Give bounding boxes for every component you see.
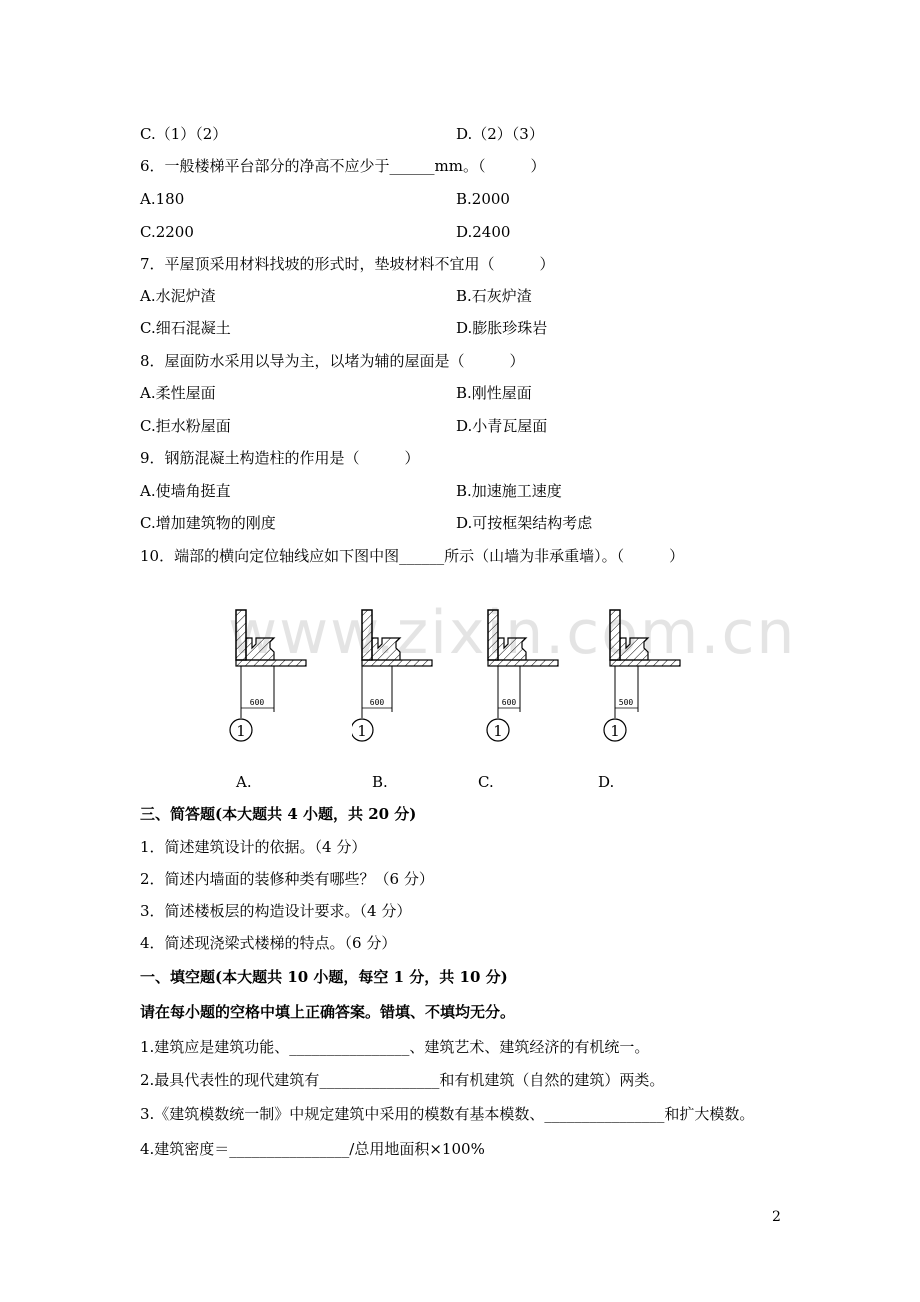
q7-option-d: D.膨胀珍珠岩 bbox=[456, 319, 548, 337]
section1-item-2: 2.最具代表性的现代建筑有________________和有机建筑（自然的建筑）两类。 bbox=[140, 1071, 665, 1089]
section1-item-1: 1.建筑应是建筑功能、________________、建筑艺术、建筑经济的有机统一。 bbox=[140, 1038, 650, 1056]
q9-option-b: B.加速施工速度 bbox=[456, 482, 562, 500]
section3-item-2: 2．简述内墙面的装修种类有哪些？（6 分） bbox=[140, 870, 434, 888]
q10-stem: 10．端部的横向定位轴线应如下图中图______所示（山墙为非承重墙）。（ ） bbox=[140, 547, 685, 565]
q8-option-b: B.刚性屋面 bbox=[456, 384, 532, 402]
page-number: 2 bbox=[772, 1209, 781, 1225]
q6-option-a: A.180 bbox=[140, 190, 185, 208]
q8-option-a: A.柔性屋面 bbox=[140, 384, 216, 402]
q8-option-c: C.拒水粉屋面 bbox=[140, 417, 231, 435]
section1-heading: 一、填空题(本大题共 10 小题，每空 1 分，共 10 分) bbox=[140, 968, 508, 986]
q6-option-c: C.2200 bbox=[140, 223, 194, 241]
q5-option-c: C.（1）（2） bbox=[140, 125, 228, 143]
q5-option-d: D.（2）（3） bbox=[456, 125, 544, 143]
section1-instruction: 请在每小题的空格中填上正确答案。错填、不填均无分。 bbox=[140, 1003, 516, 1021]
q9-option-a: A.使墙角挺直 bbox=[140, 482, 231, 500]
q7-option-a: A.水泥炉渣 bbox=[140, 287, 216, 305]
section1-item-3: 3.《建筑模数统一制》中规定建筑中采用的模数有基本模数、________________和扩大模数。 bbox=[140, 1105, 755, 1123]
q9-option-d: D.可按框架结构考虑 bbox=[456, 514, 593, 532]
figure-a-label: A. bbox=[236, 773, 252, 791]
q9-option-c: C.增加建筑物的刚度 bbox=[140, 514, 276, 532]
dimension-label: 600 bbox=[369, 698, 385, 707]
dimension-label: 600 bbox=[501, 698, 517, 707]
q6-stem: 6．一般楼梯平台部分的净高不应少于______mm。（ ） bbox=[140, 157, 546, 175]
section1-item-4: 4.建筑密度＝________________/总用地面积×100% bbox=[140, 1140, 485, 1158]
figure-b-label: B. bbox=[372, 773, 388, 791]
section3-heading: 三、简答题(本大题共 4 小题，共 20 分) bbox=[140, 805, 417, 823]
q8-option-d: D.小青瓦屋面 bbox=[456, 417, 548, 435]
q9-stem: 9．钢筋混凝土构造柱的作用是（ ） bbox=[140, 449, 420, 467]
axis-number: 1 bbox=[357, 722, 367, 740]
axis-number: 1 bbox=[493, 722, 503, 740]
q6-option-b: B.2000 bbox=[456, 190, 510, 208]
q8-stem: 8．屋面防水采用以导为主，以堵为辅的屋面是（ ） bbox=[140, 352, 525, 370]
axis-number: 1 bbox=[610, 722, 620, 740]
dimension-label: 600 bbox=[249, 698, 265, 707]
figure-d-label: D. bbox=[598, 773, 615, 791]
section3-item-4: 4．简述现浇梁式楼梯的特点。（6 分） bbox=[140, 934, 397, 952]
section3-item-3: 3．简述楼板层的构造设计要求。（4 分） bbox=[140, 902, 412, 920]
q7-option-b: B.石灰炉渣 bbox=[456, 287, 532, 305]
section3-item-1: 1．简述建筑设计的依据。（4 分） bbox=[140, 838, 367, 856]
q7-option-c: C.细石混凝土 bbox=[140, 319, 231, 337]
axis-number: 1 bbox=[236, 722, 246, 740]
q7-stem: 7．平屋顶采用材料找坡的形式时，垫坡材料不宜用（ ） bbox=[140, 255, 555, 273]
dimension-label: 500 bbox=[618, 698, 634, 707]
watermark: www.zixin.com.cn bbox=[228, 598, 797, 668]
figure-c-label: C. bbox=[478, 773, 494, 791]
q6-option-d: D.2400 bbox=[456, 223, 511, 241]
